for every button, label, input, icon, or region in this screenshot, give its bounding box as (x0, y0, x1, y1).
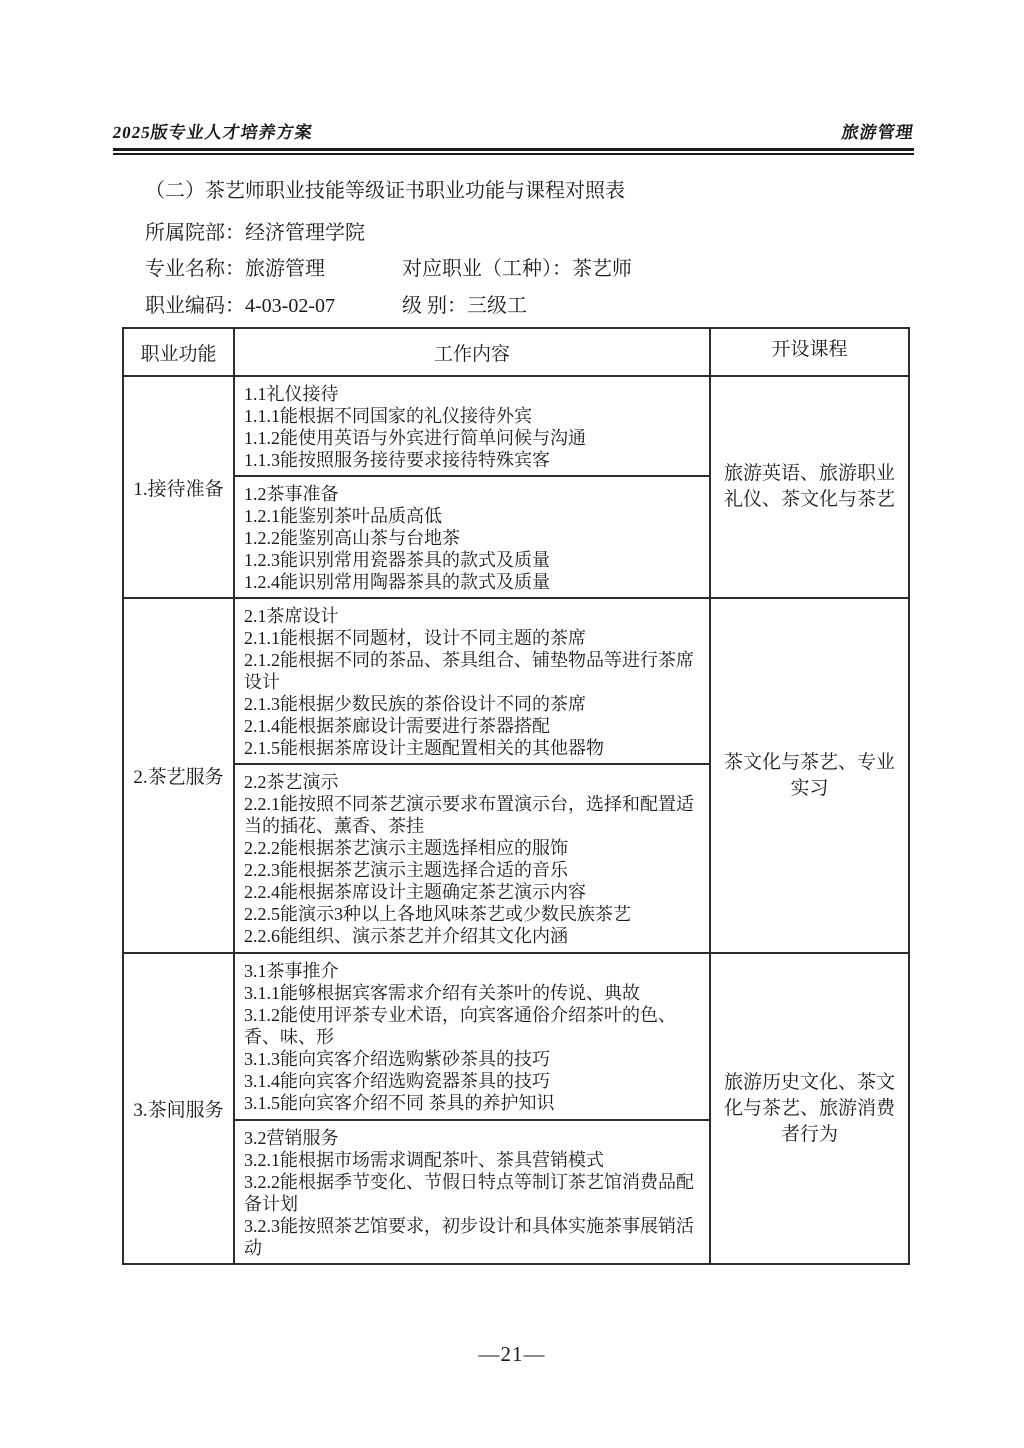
work-item: 2.2.2能根据茶艺演示主题选择相应的服饰 (244, 838, 568, 858)
work-cell (234, 376, 710, 476)
work-item: 3.2.1能根据市场需求调配茶叶、茶具营销模式 (244, 1150, 604, 1170)
work-cell (234, 953, 710, 1120)
work-item: 3.1.4能向宾客介绍选购瓷器茶具的技巧 (244, 1071, 550, 1091)
work-item: 3.2.3能按照茶艺馆要求，初步设计和具体实施茶事展销活动 (244, 1216, 694, 1258)
work-block (244, 771, 697, 948)
document-title: （二）茶艺师职业技能等级证书职业功能与课程对照表 (145, 180, 625, 202)
table-row (123, 598, 909, 764)
course-mapping-table (122, 327, 910, 1265)
course-cell: 旅游历史文化、茶文化与茶艺、旅游消费者行为 (710, 953, 909, 1264)
work-item: 3.2.2能根据季节变化、节假日特点等制订茶艺馆消费品配备计划 (244, 1172, 694, 1214)
table-row (123, 376, 909, 476)
work-item: 2.1.2能根据不同的茶品、茶具组合、铺垫物品等进行茶席设计 (244, 650, 694, 692)
page-header-left-text: 2025版专业人才培养方案 (111, 123, 315, 142)
work-item: 3.2营销服务 (244, 1128, 339, 1148)
info-line (145, 212, 632, 249)
work-item: 2.2.1能按照不同茶艺演示要求布置演示台，选择和配置适当的插花、薰香、茶挂 (244, 794, 694, 836)
info-section (145, 212, 632, 322)
course-cell: 旅游英语、旅游职业礼仪、茶文化与茶艺 (710, 376, 909, 598)
work-item: 1.1礼仪接待 (244, 384, 339, 404)
work-item: 2.2.4能根据茶席设计主题确定茶艺演示内容 (244, 882, 586, 902)
work-item: 2.2.5能演示3种以上各地风味茶艺或少数民族茶艺 (244, 904, 631, 924)
work-item: 3.1茶事推介 (244, 961, 339, 981)
col-header-function: 职业功能 (123, 328, 234, 376)
info-field-left: 专业名称：旅游管理 (145, 258, 325, 281)
work-cell (234, 764, 710, 953)
work-block (244, 605, 697, 759)
work-item: 3.1.2能使用评茶专业术语，向宾客通俗介绍茶叶的色、香、味、形 (244, 1005, 676, 1047)
info-field-right: 对应职业（工种）：茶艺师 (402, 258, 632, 281)
page-number: —21— (478, 1342, 546, 1366)
work-item: 2.2.6能组织、演示茶艺并介绍其文化内涵 (244, 926, 568, 946)
work-block (244, 483, 697, 593)
work-item: 2.1茶席设计 (244, 606, 339, 626)
rule-thin-line (113, 153, 914, 155)
work-item: 2.1.3能根据少数民族的茶俗设计不同的茶席 (244, 694, 586, 714)
work-item: 1.2.3能识别常用瓷器茶具的款式及质量 (244, 550, 550, 570)
work-item: 2.1.1能根据不同题材，设计不同主题的茶席 (244, 628, 586, 648)
work-item: 1.2.2能鉴别高山茶与台地茶 (244, 528, 460, 548)
work-block (244, 383, 697, 471)
work-item: 3.1.5能向宾客介绍不同 茶具的养护知识 (244, 1093, 555, 1113)
header-double-rule (113, 148, 914, 155)
col-header-work-content: 工作内容 (234, 328, 710, 376)
function-cell: 3.茶间服务 (123, 953, 234, 1264)
info-line (145, 285, 632, 322)
work-item: 1.2.4能识别常用陶器茶具的款式及质量 (244, 572, 550, 592)
work-block (244, 960, 697, 1115)
info-field-left: 所属院部：经济管理学院 (145, 221, 365, 244)
function-cell: 1.接待准备 (123, 376, 234, 598)
info-field-right: 级 别：三级工 (402, 294, 527, 317)
work-block (244, 1127, 697, 1259)
work-item: 1.1.3能按照服务接待要求接待特殊宾客 (244, 450, 550, 470)
work-item: 2.2.3能根据茶艺演示主题选择合适的音乐 (244, 860, 568, 880)
page-header-right-text: 旅游管理 (840, 123, 916, 142)
info-field-left: 职业编码：4-03-02-07 (145, 294, 335, 317)
work-cell (234, 476, 710, 598)
work-item: 2.1.4能根据茶廊设计需要进行茶器搭配 (244, 716, 550, 736)
info-line (145, 249, 632, 286)
work-item: 1.1.1能根据不同国家的礼仪接待外宾 (244, 406, 532, 426)
work-item: 1.2茶事准备 (244, 484, 339, 504)
page-header (113, 118, 914, 143)
work-item: 2.2茶艺演示 (244, 772, 339, 792)
function-cell: 2.茶艺服务 (123, 598, 234, 953)
course-cell: 茶文化与茶艺、专业实习 (710, 598, 909, 953)
col-header-courses: 开设课程 (710, 328, 909, 376)
work-item: 1.1.2能使用英语与外宾进行简单问候与沟通 (244, 428, 586, 448)
work-cell (234, 598, 710, 764)
work-item: 3.1.3能向宾客介绍选购紫砂茶具的技巧 (244, 1049, 550, 1069)
table-header-row (123, 328, 909, 376)
work-item: 2.1.5能根据茶席设计主题配置相关的其他器物 (244, 738, 604, 758)
work-item: 1.2.1能鉴别茶叶品质高低 (244, 506, 442, 526)
work-cell (234, 1120, 710, 1264)
work-item: 3.1.1能够根据宾客需求介绍有关茶叶的传说、典故 (244, 983, 640, 1003)
table-row (123, 953, 909, 1120)
